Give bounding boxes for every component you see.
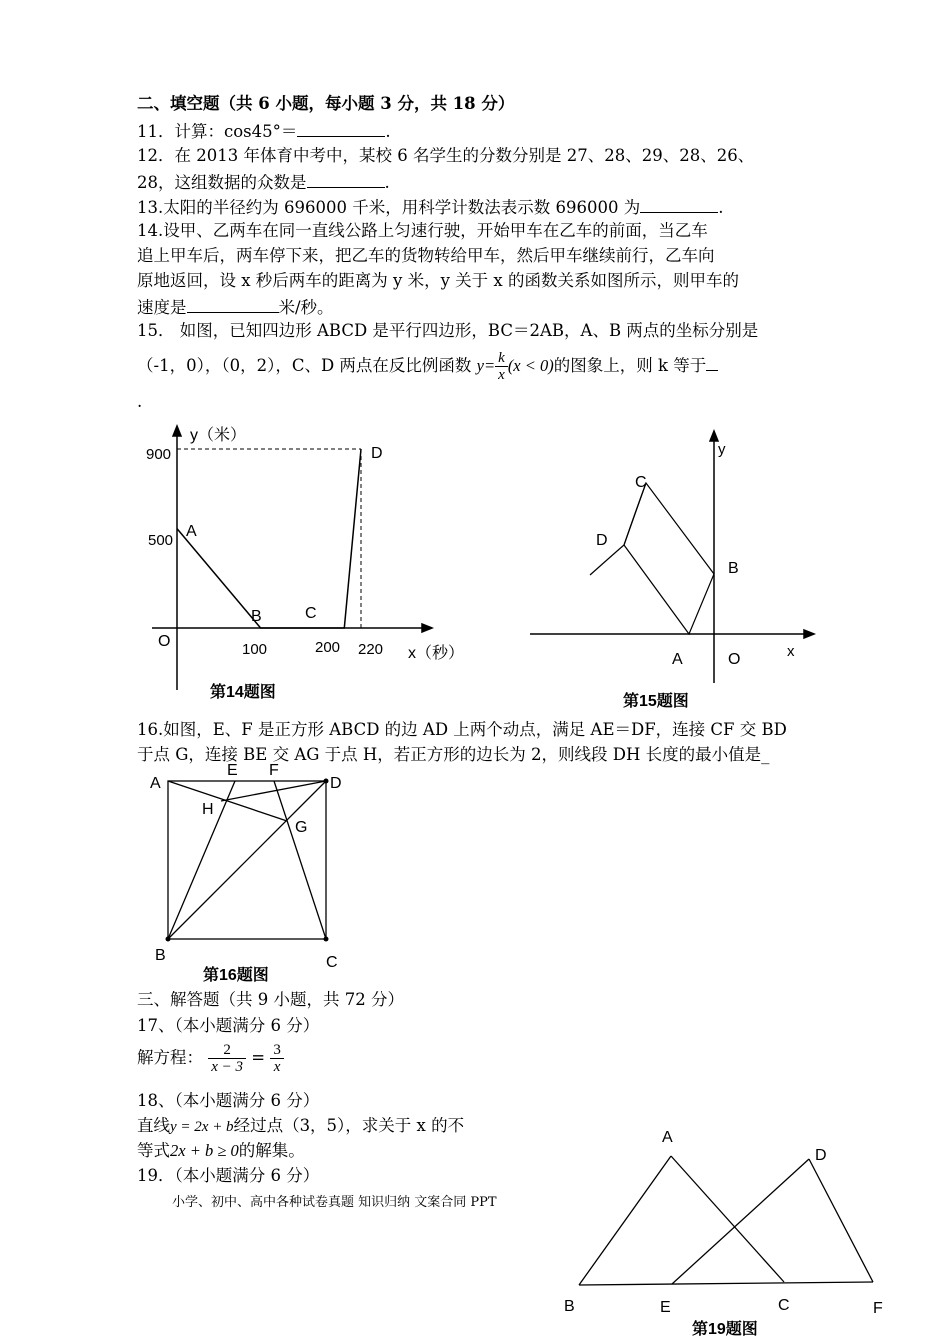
point-f-label: F [269, 762, 279, 779]
question-18-line-2 [137, 1141, 305, 1161]
point-d-label: D [815, 1147, 827, 1164]
segment-df [809, 1159, 873, 1282]
inequality-expression: 2x + b ≥ 0 [170, 1141, 239, 1160]
x-tick-220: 220 [358, 641, 384, 658]
line-equation: y = 2x + b [170, 1119, 234, 1135]
question-12-line-1: 12．在 2013 年体育中考中，某校 6 名学生的分数分别是 27、28、29、28、26、 [137, 146, 755, 165]
question-15-tail: 的图象上，则 k 等于 [553, 356, 707, 375]
lhs-numerator: 2 [208, 1042, 246, 1059]
question-11 [137, 120, 391, 142]
question-18-text-d: 的解集。 [238, 1141, 305, 1160]
baseline-bf [579, 1282, 873, 1285]
question-14-unit: 米/秒。 [278, 298, 334, 317]
point-d-label: D [330, 775, 342, 792]
function-equals: = [484, 356, 496, 375]
watermark-text: 小学、初中、高中各种试卷真题 知识归纳 文案合同 PPT [172, 1195, 497, 1210]
question-14-text: 速度是 [137, 298, 187, 317]
origin-label: O [728, 651, 741, 668]
question-18-line-1 [137, 1116, 464, 1137]
question-14-line-3: 原地返回，设 x 秒后两车的距离为 y 米，y 关于 x 的函数关系如图所示，则甲车的 [137, 271, 739, 290]
question-18-title: 18、（本小题满分 6 分） [137, 1091, 320, 1110]
question-18-text: 直线 [137, 1116, 170, 1135]
point-e-label: E [227, 762, 238, 779]
figure-16-square [140, 760, 360, 990]
question-15-line-3: . [137, 392, 143, 411]
function-fraction [495, 350, 508, 383]
segment-ac [671, 1156, 784, 1282]
fraction-numerator: k [495, 350, 508, 367]
question-11-end: . [385, 122, 391, 141]
question-13 [137, 196, 723, 218]
figure-16-caption: 第16题图 [203, 967, 269, 984]
answer-blank [640, 196, 718, 213]
question-17-prefix: 解方程： [137, 1048, 203, 1067]
point-b-label: B [728, 560, 739, 577]
y-tick-900: 900 [146, 446, 172, 463]
rhs-fraction [270, 1042, 284, 1075]
function-condition: (x < 0) [507, 356, 554, 375]
segment-ed [672, 1159, 809, 1284]
x-axis-arrow-icon [422, 624, 432, 632]
rhs-denominator: x [273, 1059, 281, 1075]
point-d-label: D [596, 532, 608, 549]
rhs-numerator: 3 [270, 1042, 284, 1059]
segment-cf [274, 781, 326, 939]
figure-15-caption: 第15题图 [623, 693, 689, 710]
figure-15-graph [525, 425, 825, 715]
question-16-line-1: 16.如图，E、F 是正方形 ABCD 的边 AD 上两个动点，满足 AE＝DF，连接 CF 交 BD [137, 720, 787, 739]
point-a-label: A [186, 523, 197, 540]
segment-dh [221, 781, 326, 801]
x-axis-arrow-icon [804, 630, 814, 638]
answer-blank [307, 171, 385, 188]
origin-label: O [158, 633, 171, 650]
figure-19-caption: 第19题图 [692, 1321, 758, 1338]
segment-ag [168, 781, 287, 821]
point-d-label: D [371, 445, 383, 462]
x-axis-label: x（秒） [408, 645, 465, 662]
question-15-line-1: 15． 如图，已知四边形 ABCD 是平行四边形，BC＝2AB，A、B 两点的坐标分别是 [137, 321, 759, 340]
question-13-end: . [718, 198, 724, 217]
point-h-label: H [202, 801, 214, 818]
function-y: y [476, 356, 484, 375]
point-a-label: A [150, 775, 161, 792]
answer-blank [706, 354, 718, 371]
diagonal-bd [168, 781, 326, 939]
section-3-heading: 三、解答题（共 9 小题，共 72 分） [137, 990, 404, 1009]
question-17-equation [137, 1040, 284, 1076]
point-c-label: C [635, 474, 647, 491]
point-b-label: B [564, 1298, 575, 1315]
point-d-dot [324, 779, 329, 784]
y-axis-label: y [718, 441, 726, 458]
segment-ab [579, 1156, 671, 1285]
point-a-label: A [672, 651, 683, 668]
answer-blank [187, 296, 279, 313]
point-c-label: C [778, 1297, 790, 1314]
point-b-dot [166, 937, 171, 942]
point-f-label: F [873, 1300, 883, 1317]
question-16-line-2: 于点 G，连接 BE 交 AG 于点 H，若正方形的边长为 2，则线段 DH 长度的最小值是_ [137, 745, 770, 764]
question-14-line-1: 14.设甲、乙两车在同一直线公路上匀速行驶，开始甲车在乙车的前面，当乙车 [137, 221, 708, 240]
point-a-label: A [662, 1129, 673, 1146]
point-c-label: C [326, 954, 338, 971]
y-axis-arrow-icon [710, 431, 718, 441]
answer-blank [297, 120, 385, 137]
question-18-text-b: 经过点（3，5），求关于 x 的不 [233, 1116, 465, 1135]
point-e-label: E [660, 1299, 671, 1316]
question-17-title: 17、（本小题满分 6 分） [137, 1016, 320, 1035]
figure-19-triangles [555, 1120, 905, 1344]
question-18-text-c: 等式 [137, 1141, 170, 1160]
y-tick-500: 500 [148, 532, 174, 549]
point-c-dot [324, 937, 329, 942]
point-g-label: G [295, 819, 308, 836]
x-tick-100: 100 [242, 641, 268, 658]
question-11-text: 11．计算：cos45°＝ [137, 122, 298, 141]
lhs-denominator: x − 3 [211, 1059, 244, 1075]
question-12-line-2 [137, 171, 390, 193]
lhs-fraction [208, 1042, 246, 1075]
equals-sign: = [251, 1048, 266, 1067]
y-axis-label: y（米） [190, 427, 247, 444]
question-14-line-4 [137, 296, 334, 318]
question-13-text: 13.太阳的半径约为 696000 千米，用科学计数法表示数 696000 为 [137, 198, 641, 217]
question-12-text: 28，这组数据的众数是 [137, 173, 307, 192]
section-2-heading: 二、填空题（共 6 小题，每小题 3 分，共 18 分） [137, 94, 515, 113]
y-axis-arrow-icon [173, 426, 181, 436]
question-19-title: 19．（本小题满分 6 分） [137, 1166, 320, 1185]
question-15-line-2 [137, 350, 718, 383]
x-axis-label: x [787, 643, 795, 660]
distance-time-line [177, 449, 361, 628]
point-b-label: B [251, 608, 262, 625]
question-12-end: . [384, 173, 390, 192]
question-15-text: （-1，0），（0，2），C、D 两点在反比例函数 [137, 356, 472, 375]
fraction-denominator: x [498, 367, 505, 383]
x-tick-200: 200 [315, 639, 341, 656]
figure-14-caption: 第14题图 [210, 684, 276, 701]
point-b-label: B [155, 947, 166, 964]
question-14-line-2: 追上甲车后，两车停下来，把乙车的货物转给甲车，然后甲车继续前行，乙车向 [137, 246, 715, 265]
hyperbola-curve [590, 483, 646, 575]
figure-14-graph [140, 420, 480, 710]
point-c-label: C [305, 605, 317, 622]
